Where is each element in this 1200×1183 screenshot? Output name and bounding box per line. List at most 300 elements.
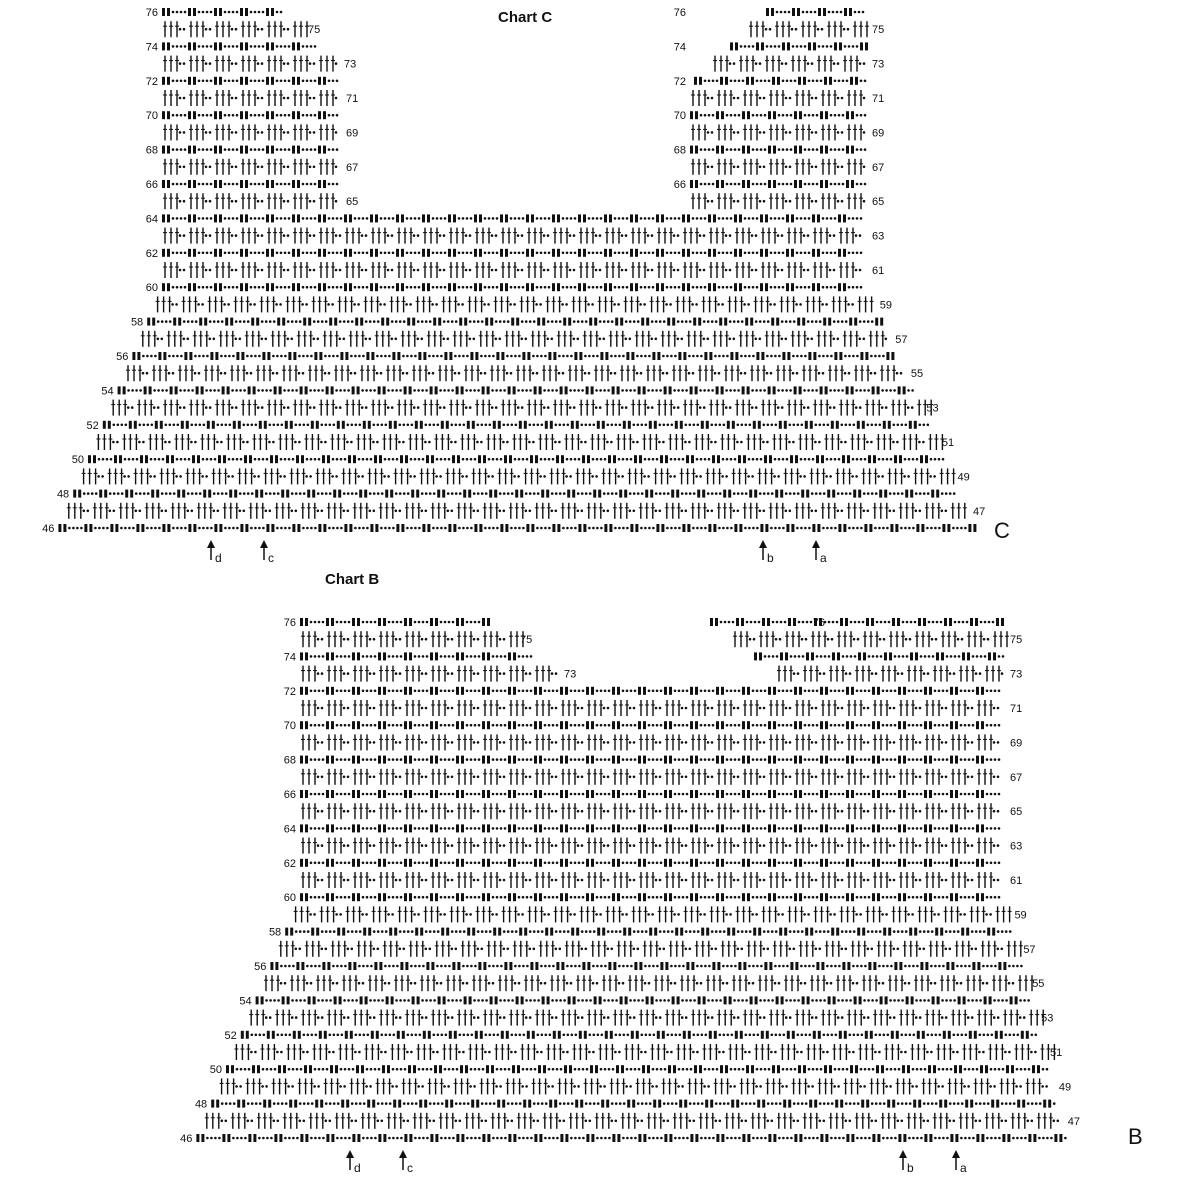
- chain-stitch-icon: [842, 80, 845, 83]
- chain-stitch-icon: [187, 492, 190, 495]
- chain-stitch-icon: [309, 406, 312, 409]
- chain-stitch-icon: [228, 527, 231, 530]
- chain-stitch-icon: [718, 252, 721, 255]
- chain-stitch-icon: [466, 217, 469, 220]
- chain-stitch-icon: [964, 527, 967, 530]
- chain-stitch-icon: [365, 406, 368, 409]
- chain-stitch-icon: [309, 166, 312, 169]
- double-crochet-block-icon: [296, 455, 299, 463]
- chain-stitch-icon: [607, 492, 610, 495]
- chain-stitch-icon: [335, 269, 338, 272]
- chain-stitch-icon: [183, 97, 186, 100]
- double-crochet-block-icon: [776, 318, 779, 326]
- chain-stitch-icon: [532, 355, 535, 358]
- chain-stitch-icon: [655, 389, 658, 392]
- double-crochet-block-icon: [318, 146, 321, 154]
- chain-stitch-icon: [306, 217, 309, 220]
- chain-stitch-icon: [250, 252, 253, 255]
- chain-stitch-icon: [228, 114, 231, 117]
- chain-stitch-icon: [829, 234, 832, 237]
- chain-stitch-icon: [336, 148, 339, 151]
- chain-stitch-icon: [231, 166, 234, 169]
- double-crochet-block-icon: [860, 352, 863, 360]
- chain-stitch-icon: [496, 217, 499, 220]
- double-crochet-block-icon: [204, 318, 207, 326]
- double-crochet-block-icon: [162, 42, 165, 50]
- chain-stitch-icon: [759, 320, 762, 323]
- double-crochet-block-icon: [860, 42, 863, 50]
- chain-stitch-icon: [570, 252, 573, 255]
- chain-stitch-icon: [314, 252, 317, 255]
- chain-stitch-icon: [336, 114, 339, 117]
- double-crochet-block-icon: [267, 352, 270, 360]
- double-crochet-block-icon: [713, 524, 716, 532]
- chain-stitch-icon: [487, 303, 490, 306]
- double-crochet-block-icon: [371, 352, 374, 360]
- double-crochet-block-icon: [193, 249, 196, 257]
- double-crochet-block-icon: [214, 77, 217, 85]
- double-crochet-block-icon: [820, 180, 823, 188]
- double-crochet-block-icon: [193, 111, 196, 119]
- double-crochet-block-icon: [110, 524, 113, 532]
- chain-stitch-icon: [377, 320, 380, 323]
- double-crochet-block-icon: [245, 180, 248, 188]
- double-crochet-block-icon: [229, 490, 232, 498]
- double-crochet-block-icon: [817, 214, 820, 222]
- double-crochet-block-icon: [422, 214, 425, 222]
- chain-stitch-icon: [324, 355, 327, 358]
- chain-stitch-icon: [533, 424, 536, 427]
- chain-stitch-icon: [235, 338, 238, 341]
- chain-stitch-icon: [625, 269, 628, 272]
- chain-stitch-icon: [328, 286, 331, 289]
- chain-stitch-icon: [80, 527, 83, 530]
- chain-stitch-icon: [499, 320, 502, 323]
- double-crochet-block-icon: [765, 214, 768, 222]
- chain-stitch-icon: [637, 424, 640, 427]
- chain-stitch-icon: [392, 217, 395, 220]
- chain-stitch-icon: [704, 183, 707, 186]
- chain-stitch-icon: [172, 217, 175, 220]
- chain-stitch-icon: [815, 510, 818, 513]
- chain-stitch-icon: [734, 458, 737, 461]
- chain-stitch-icon: [845, 320, 848, 323]
- double-crochet-block-icon: [720, 77, 723, 85]
- chain-stitch-icon: [811, 131, 814, 134]
- chain-stitch-icon: [280, 183, 283, 186]
- chain-stitch-icon: [792, 441, 795, 444]
- chain-stitch-icon: [699, 269, 702, 272]
- chain-stitch-icon: [299, 320, 302, 323]
- double-crochet-block-icon: [245, 283, 248, 291]
- chain-stitch-icon: [405, 303, 408, 306]
- chain-stitch-icon: [645, 424, 648, 427]
- chain-stitch-icon: [703, 389, 706, 392]
- double-crochet-block-icon: [586, 386, 589, 394]
- chain-stitch-icon: [499, 338, 502, 341]
- chain-stitch-icon: [139, 492, 142, 495]
- chain-stitch-icon: [388, 217, 391, 220]
- double-crochet-block-icon: [728, 490, 731, 498]
- chain-stitch-icon: [662, 441, 665, 444]
- chain-stitch-icon: [187, 320, 190, 323]
- chain-stitch-icon: [224, 286, 227, 289]
- double-crochet-block-icon: [401, 249, 404, 257]
- chain-stitch-icon: [235, 406, 238, 409]
- chain-stitch-icon: [734, 183, 737, 186]
- chain-stitch-icon: [302, 114, 305, 117]
- double-crochet-block-icon: [241, 352, 244, 360]
- double-crochet-block-icon: [816, 455, 819, 463]
- chain-stitch-icon: [180, 527, 183, 530]
- chain-stitch-icon: [580, 441, 583, 444]
- chain-stitch-icon: [269, 389, 272, 392]
- chain-stitch-icon: [328, 183, 331, 186]
- chain-stitch-icon: [213, 389, 216, 392]
- chain-stitch-icon: [231, 269, 234, 272]
- double-crochet-block-icon: [212, 421, 215, 429]
- chain-stitch-icon: [276, 372, 279, 375]
- chain-stitch-icon: [938, 458, 941, 461]
- chain-stitch-icon: [283, 389, 286, 392]
- double-crochet-block-icon: [259, 421, 262, 429]
- double-crochet-block-icon: [501, 352, 504, 360]
- chain-stitch-icon: [399, 320, 402, 323]
- double-crochet-block-icon: [734, 214, 737, 222]
- chain-stitch-icon: [224, 80, 227, 83]
- chain-stitch-icon: [788, 441, 791, 444]
- chain-stitch-icon: [770, 217, 773, 220]
- chain-stitch-icon: [526, 458, 529, 461]
- chain-stitch-icon: [723, 424, 726, 427]
- chain-stitch-icon: [625, 320, 628, 323]
- double-crochet-block-icon: [812, 214, 815, 222]
- chain-stitch-icon: [744, 527, 747, 530]
- chain-stitch-icon: [510, 355, 513, 358]
- chain-stitch-icon: [376, 355, 379, 358]
- chain-stitch-icon: [250, 183, 253, 186]
- chain-stitch-icon: [651, 338, 654, 341]
- double-crochet-block-icon: [297, 214, 300, 222]
- chain-stitch-icon: [617, 303, 620, 306]
- chain-stitch-icon: [227, 475, 230, 478]
- double-crochet-block-icon: [470, 352, 473, 360]
- chain-stitch-icon: [725, 406, 728, 409]
- double-crochet-block-icon: [561, 455, 564, 463]
- chain-stitch-icon: [492, 527, 495, 530]
- chain-stitch-icon: [436, 286, 439, 289]
- chain-stitch-icon: [411, 424, 414, 427]
- chain-stitch-icon: [767, 320, 770, 323]
- chain-stitch-icon: [209, 28, 212, 31]
- chain-stitch-icon: [629, 510, 632, 513]
- chain-stitch-icon: [109, 492, 112, 495]
- chain-stitch-icon: [254, 148, 257, 151]
- chain-stitch-icon: [689, 492, 692, 495]
- double-crochet-block-icon: [745, 318, 748, 326]
- chain-stitch-icon: [577, 320, 580, 323]
- chain-stitch-icon: [647, 389, 650, 392]
- chain-stitch-icon: [867, 492, 870, 495]
- chain-stitch-icon: [543, 234, 546, 237]
- chain-stitch-icon: [209, 97, 212, 100]
- chain-stitch-icon: [938, 527, 941, 530]
- chain-stitch-icon: [206, 527, 209, 530]
- double-crochet-block-icon: [409, 386, 412, 394]
- chain-stitch-icon: [625, 389, 628, 392]
- chain-stitch-icon: [674, 286, 677, 289]
- chain-stitch-icon: [495, 269, 498, 272]
- chain-stitch-icon: [833, 269, 836, 272]
- chain-stitch-icon: [833, 338, 836, 341]
- chain-stitch-icon: [257, 166, 260, 169]
- chain-stitch-icon: [399, 492, 402, 495]
- chain-stitch-icon: [736, 441, 739, 444]
- chain-stitch-icon: [466, 252, 469, 255]
- chain-stitch-icon: [663, 492, 666, 495]
- chain-stitch-icon: [399, 424, 402, 427]
- chain-stitch-icon: [418, 217, 421, 220]
- chain-stitch-icon: [495, 320, 498, 323]
- chain-stitch-icon: [406, 527, 409, 530]
- chain-stitch-icon: [418, 458, 421, 461]
- chain-stitch-icon: [444, 527, 447, 530]
- chain-stitch-icon: [785, 131, 788, 134]
- chain-stitch-icon: [685, 510, 688, 513]
- chain-stitch-icon: [777, 389, 780, 392]
- chain-stitch-icon: [811, 62, 814, 65]
- double-crochet-block-icon: [746, 77, 749, 85]
- chain-stitch-icon: [592, 286, 595, 289]
- double-crochet-block-icon: [375, 214, 378, 222]
- double-crochet-block-icon: [850, 77, 853, 85]
- chain-stitch-icon: [232, 80, 235, 83]
- chain-stitch-icon: [492, 252, 495, 255]
- chain-stitch-icon: [877, 475, 880, 478]
- double-crochet-block-icon: [931, 490, 934, 498]
- double-crochet-block-icon: [708, 283, 711, 291]
- double-crochet-block-icon: [656, 249, 659, 257]
- chain-stitch-icon: [652, 527, 655, 530]
- chain-stitch-icon: [655, 510, 658, 513]
- chain-stitch-icon: [273, 320, 276, 323]
- chain-stitch-icon: [343, 338, 346, 341]
- double-crochet-block-icon: [271, 42, 274, 50]
- chain-stitch-icon: [759, 492, 762, 495]
- chain-stitch-icon: [309, 234, 312, 237]
- double-crochet-block-icon: [810, 421, 813, 429]
- chain-stitch-icon: [741, 320, 744, 323]
- chain-stitch-icon: [325, 320, 328, 323]
- double-crochet-block-icon: [292, 283, 295, 291]
- chain-stitch-icon: [778, 217, 781, 220]
- chain-stitch-icon: [142, 441, 145, 444]
- double-crochet-block-icon: [219, 42, 222, 50]
- chain-stitch-icon: [361, 234, 364, 237]
- chain-stitch-icon: [470, 286, 473, 289]
- chain-stitch-icon: [848, 286, 851, 289]
- double-crochet-block-icon: [264, 421, 267, 429]
- chain-stitch-icon: [670, 458, 673, 461]
- double-crochet-block-icon: [389, 421, 392, 429]
- double-crochet-block-icon: [665, 455, 668, 463]
- chain-stitch-icon: [544, 252, 547, 255]
- chain-stitch-icon: [462, 217, 465, 220]
- chain-stitch-icon: [792, 372, 795, 375]
- chain-stitch-icon: [454, 372, 457, 375]
- double-crochet-block-icon: [808, 352, 811, 360]
- chain-stitch-icon: [465, 389, 468, 392]
- chain-stitch-icon: [752, 527, 755, 530]
- chain-stitch-icon: [518, 217, 521, 220]
- double-crochet-block-icon: [448, 214, 451, 222]
- double-crochet-block-icon: [509, 455, 512, 463]
- double-crochet-block-icon: [838, 283, 841, 291]
- chain-stitch-icon: [648, 217, 651, 220]
- double-crochet-block-icon: [103, 421, 106, 429]
- chain-stitch-icon: [740, 45, 743, 48]
- chain-stitch-icon: [217, 492, 220, 495]
- chain-stitch-icon: [235, 131, 238, 134]
- chain-stitch-icon: [777, 475, 780, 478]
- double-crochet-block-icon: [207, 421, 210, 429]
- double-crochet-block-icon: [747, 111, 750, 119]
- double-crochet-block-icon: [635, 249, 638, 257]
- double-crochet-block-icon: [234, 490, 237, 498]
- double-crochet-block-icon: [973, 524, 976, 532]
- double-crochet-block-icon: [240, 111, 243, 119]
- chain-stitch-icon: [190, 441, 193, 444]
- chain-stitch-icon: [510, 217, 513, 220]
- chain-stitch-icon: [283, 166, 286, 169]
- chain-stitch-icon: [569, 475, 572, 478]
- chain-stitch-icon: [187, 389, 190, 392]
- chain-stitch-icon: [662, 355, 665, 358]
- chain-stitch-icon: [790, 148, 793, 151]
- double-crochet-block-icon: [872, 386, 875, 394]
- chain-stitch-icon: [306, 45, 309, 48]
- chain-stitch-icon: [677, 234, 680, 237]
- chain-stitch-icon: [317, 389, 320, 392]
- chain-stitch-icon: [339, 234, 342, 237]
- chain-stitch-icon: [718, 372, 721, 375]
- chain-stitch-icon: [496, 527, 499, 530]
- chain-stitch-icon: [465, 475, 468, 478]
- chain-stitch-icon: [250, 45, 253, 48]
- chain-stitch-icon: [748, 217, 751, 220]
- chain-stitch-icon: [600, 458, 603, 461]
- chain-stitch-icon: [199, 492, 202, 495]
- chain-stitch-icon: [718, 217, 721, 220]
- chain-stitch-icon: [457, 303, 460, 306]
- chain-stitch-icon: [789, 131, 792, 134]
- chain-stitch-icon: [730, 252, 733, 255]
- chain-stitch-icon: [692, 286, 695, 289]
- chain-stitch-icon: [176, 217, 179, 220]
- double-crochet-block-icon: [114, 455, 117, 463]
- chain-stitch-icon: [708, 148, 711, 151]
- chain-stitch-icon: [729, 338, 732, 341]
- chain-stitch-icon: [555, 510, 558, 513]
- chain-stitch-icon: [870, 372, 873, 375]
- chain-stitch-icon: [789, 97, 792, 100]
- double-crochet-block-icon: [813, 42, 816, 50]
- chain-stitch-icon: [198, 355, 201, 358]
- chain-stitch-icon: [548, 286, 551, 289]
- chain-stitch-icon: [462, 527, 465, 530]
- double-crochet-block-icon: [865, 352, 868, 360]
- chain-stitch-icon: [737, 424, 740, 427]
- chain-stitch-icon: [261, 338, 264, 341]
- chain-stitch-icon: [429, 492, 432, 495]
- chain-stitch-icon: [923, 492, 926, 495]
- chain-stitch-icon: [700, 114, 703, 117]
- chain-stitch-icon: [599, 320, 602, 323]
- chain-stitch-icon: [150, 527, 153, 530]
- chain-stitch-icon: [500, 458, 503, 461]
- chain-stitch-icon: [435, 475, 438, 478]
- chain-stitch-icon: [262, 458, 265, 461]
- chain-stitch-icon: [808, 527, 811, 530]
- chain-stitch-icon: [778, 458, 781, 461]
- double-crochet-block-icon: [271, 111, 274, 119]
- chain-stitch-icon: [603, 338, 606, 341]
- double-crochet-block-icon: [656, 283, 659, 291]
- chain-stitch-icon: [236, 217, 239, 220]
- chain-stitch-icon: [562, 372, 565, 375]
- chain-stitch-icon: [429, 320, 432, 323]
- chain-stitch-icon: [444, 217, 447, 220]
- chain-stitch-icon: [822, 372, 825, 375]
- chain-stitch-icon: [726, 252, 729, 255]
- chain-stitch-icon: [807, 338, 810, 341]
- chain-stitch-icon: [459, 424, 462, 427]
- chain-stitch-icon: [176, 183, 179, 186]
- chain-stitch-icon: [287, 62, 290, 65]
- double-crochet-block-icon: [504, 455, 507, 463]
- chain-stitch-icon: [900, 372, 903, 375]
- chain-stitch-icon: [168, 372, 171, 375]
- double-crochet-block-icon: [563, 318, 566, 326]
- double-crochet-block-icon: [557, 249, 560, 257]
- chain-stitch-icon: [392, 252, 395, 255]
- chain-stitch-icon: [867, 320, 870, 323]
- chain-stitch-icon: [852, 355, 855, 358]
- chain-stitch-icon: [733, 320, 736, 323]
- double-crochet-block-icon: [188, 524, 191, 532]
- double-crochet-block-icon: [724, 318, 727, 326]
- chain-stitch-icon: [752, 114, 755, 117]
- chain-stitch-icon: [755, 338, 758, 341]
- double-crochet-block-icon: [292, 42, 295, 50]
- chain-stitch-icon: [257, 62, 260, 65]
- double-crochet-block-icon: [349, 283, 352, 291]
- chain-stitch-icon: [803, 389, 806, 392]
- chain-stitch-icon: [666, 355, 669, 358]
- chain-stitch-icon: [785, 510, 788, 513]
- double-crochet-block-icon: [487, 386, 490, 394]
- chain-stitch-icon: [599, 234, 602, 237]
- chain-stitch-icon: [328, 217, 331, 220]
- chain-stitch-icon: [436, 458, 439, 461]
- chain-stitch-icon: [228, 45, 231, 48]
- double-crochet-block-icon: [628, 421, 631, 429]
- chain-stitch-icon: [907, 406, 910, 409]
- chain-stitch-icon: [295, 492, 298, 495]
- double-crochet-block-icon: [742, 111, 745, 119]
- double-crochet-block-icon: [905, 490, 908, 498]
- chain-stitch-icon: [380, 252, 383, 255]
